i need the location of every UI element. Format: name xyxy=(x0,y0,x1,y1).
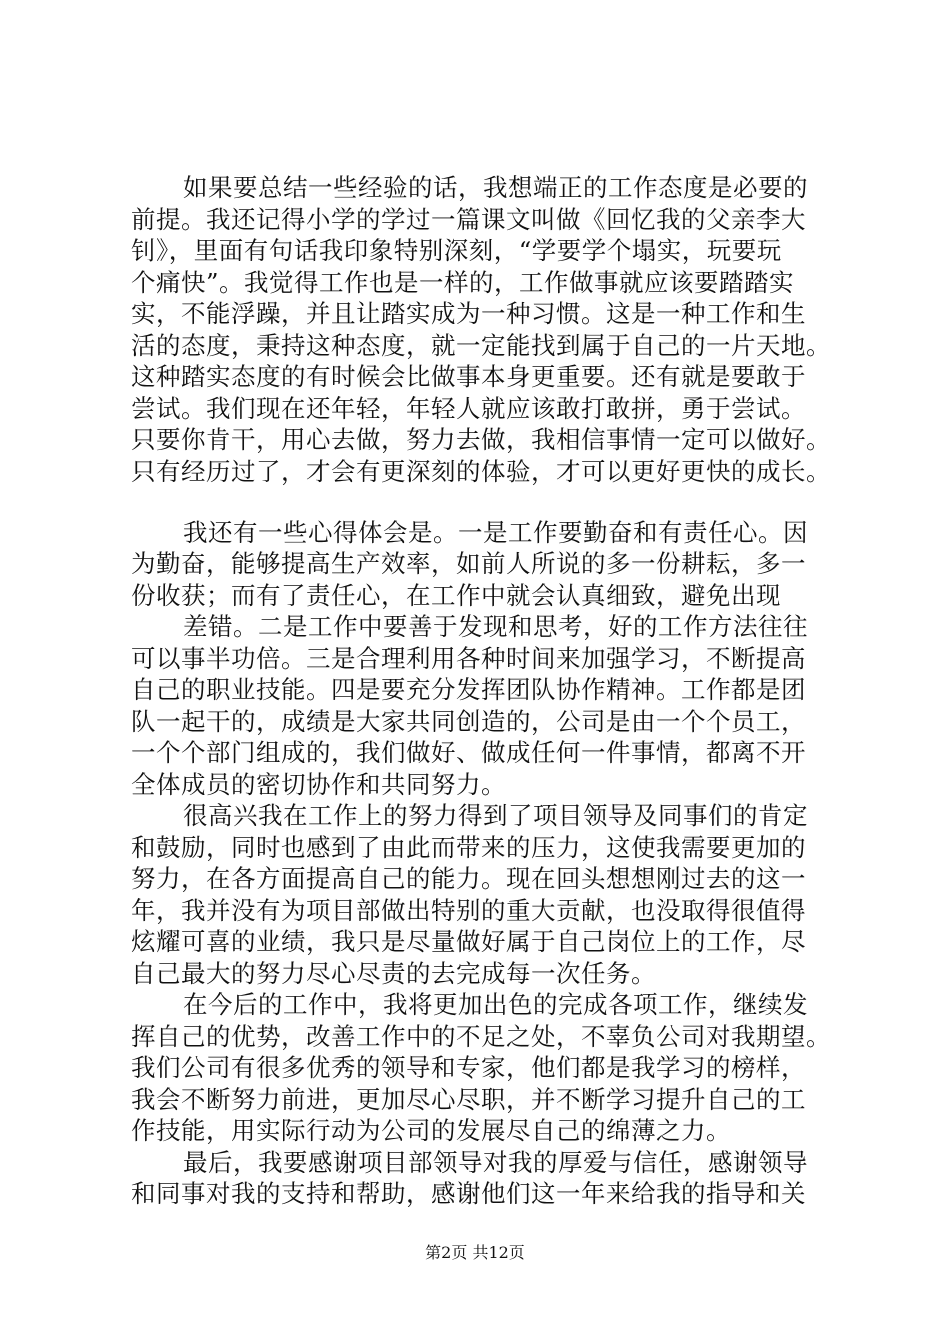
paragraph-3-line-4: 年，我并没有为项目部做出特别的重大贡献，也没取得很值得 xyxy=(131,895,806,925)
paragraph-2-line-2: 为勤奋，能够提高生产效率，如前人所说的多一份耕耘，多一 xyxy=(131,549,806,578)
paragraph-3-line-5: 炫耀可喜的业绩，我只是尽量做好属于自己岗位上的工作，尽 xyxy=(131,927,806,956)
paragraph-2-line-8: 一个个部门组成的，我们做好、做成任何一件事情，都离不开 xyxy=(131,738,806,767)
paragraph-1-line-8: 尝试。我们现在还年轻，年轻人就应该敢打敢拼，勇于尝试。 xyxy=(131,393,806,423)
paragraph-1-line-10: 只有经历过了，才会有更深刻的体验，才可以更好更快的成长。 xyxy=(131,456,831,486)
paragraph-3-line-6: 自己最大的努力尽心尽责的去完成每一次任务。 xyxy=(131,958,656,988)
paragraph-3-line-2: 和鼓励，同时也感到了由此而带来的压力，这使我需要更加的 xyxy=(131,832,806,862)
page-number-footer: 第2页 共12页 xyxy=(425,1243,525,1262)
paragraph-4-line-4: 我会不断努力前进，更加尽心尽职，并不断学习提升自己的工 xyxy=(131,1084,806,1114)
paragraph-5-line-1: 最后，我要感谢项目部领导对我的厚爱与信任，感谢领导 xyxy=(183,1147,808,1177)
paragraph-1-line-9: 只要你肯干，用心去做，努力去做，我相信事情一定可以做好。 xyxy=(131,425,831,454)
paragraph-2-line-3: 份收获；而有了责任心，在工作中就会认真细致，避免出现 xyxy=(131,580,781,610)
paragraph-2-line-4: 差错。二是工作中要善于发现和思考，好的工作方法往往 xyxy=(183,612,808,641)
paragraph-1-line-7: 这种踏实态度的有时候会比做事本身更重要。还有就是要敢于 xyxy=(131,362,806,391)
paragraph-1-line-4: 个痛快”。我觉得工作也是一样的，工作做事就应该要踏踏实 xyxy=(131,267,795,297)
paragraph-2-line-5: 可以事半功倍。三是合理利用各种时间来加强学习，不断提高 xyxy=(131,643,806,673)
paragraph-2-line-9: 全体成员的密切协作和共同努力。 xyxy=(131,769,506,799)
paragraph-3-line-1: 很高兴我在工作上的努力得到了项目领导及同事们的肯定 xyxy=(183,801,808,830)
paragraph-1-line-1: 如果要总结一些经验的话，我想端正的工作态度是必要的 xyxy=(183,173,808,202)
paragraph-4-line-5: 作技能，用实际行动为公司的发展尽自己的绵薄之力。 xyxy=(131,1116,731,1145)
paragraph-2-line-7: 队一起干的，成绩是大家共同创造的，公司是由一个个员工， xyxy=(131,706,806,736)
paragraph-1-line-3: 钊》，里面有句话我印象特别深刻，“学要学个塌实，玩要玩 xyxy=(131,236,782,265)
paragraph-3-line-3: 努力，在各方面提高自己的能力。现在回头想想刚过去的这一 xyxy=(131,864,806,893)
paragraph-4-line-3: 我们公司有很多优秀的领导和专家，他们都是我学习的榜样， xyxy=(131,1053,806,1082)
paragraph-1-line-5: 实，不能浮躁，并且让踏实成为一种习惯。这是一种工作和生 xyxy=(131,299,806,328)
paragraph-4-line-2: 挥自己的优势，改善工作中的不足之处，不辜负公司对我期望。 xyxy=(131,1021,831,1051)
paragraph-5-line-2: 和同事对我的支持和帮助，感谢他们这一年来给我的指导和关 xyxy=(131,1179,806,1208)
paragraph-1-line-2: 前提。我还记得小学的学过一篇课文叫做《回忆我的父亲李大 xyxy=(131,204,806,234)
paragraph-2-line-1: 我还有一些心得体会是。一是工作要勤奋和有责任心。因 xyxy=(183,517,808,547)
paragraph-2-line-6: 自己的职业技能。四是要充分发挥团队协作精神。工作都是团 xyxy=(131,675,806,704)
paragraph-1-line-6: 活的态度，秉持这种态度，就一定能找到属于自己的一片天地。 xyxy=(131,330,831,360)
paragraph-4-line-1: 在今后的工作中，我将更加出色的完成各项工作，继续发 xyxy=(183,990,808,1019)
